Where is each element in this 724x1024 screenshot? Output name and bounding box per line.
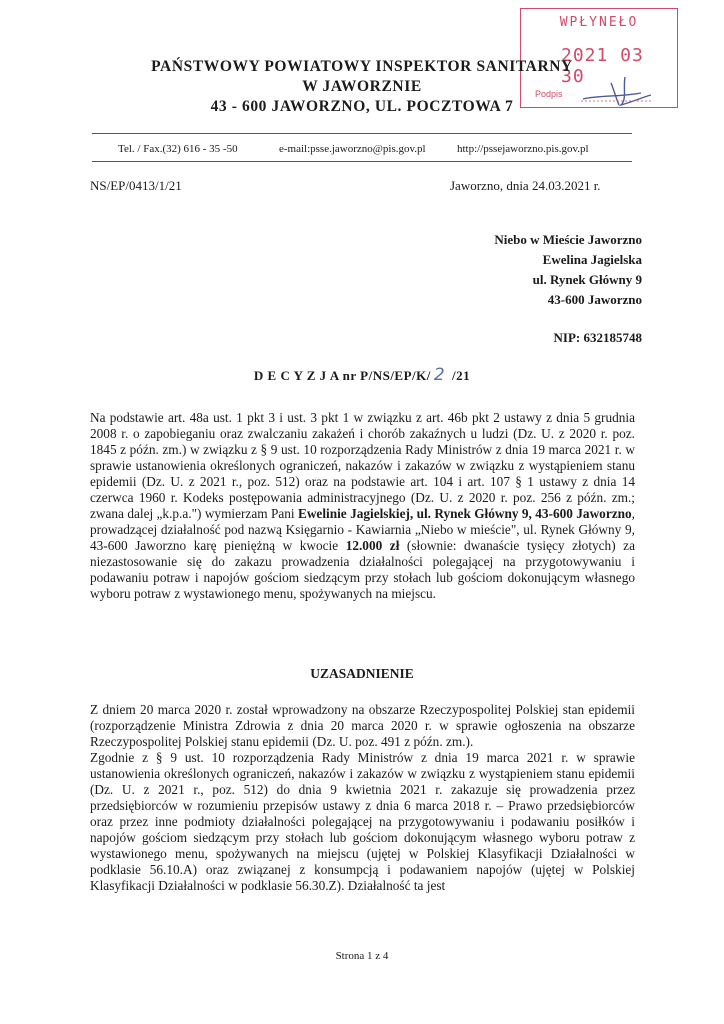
stamp-date: 2021 03 30 <box>561 45 644 87</box>
stamp-signature-label: Podpis <box>535 89 563 99</box>
paragraph-bold-amount: 12.000 zł <box>345 538 400 553</box>
decision-suffix: /21 <box>448 368 471 383</box>
page-number: Strona 1 z 4 <box>335 950 389 962</box>
place-date: Jaworzno, dnia 24.03.2021 r. <box>450 178 601 193</box>
recipient-line1: Niebo w Mieście Jaworzno <box>494 232 642 247</box>
decision-title <box>0 365 724 385</box>
decision-handwritten-number: 2 <box>433 365 446 385</box>
paragraph-text-2: , prowadzącej działalność pod nazwą Księgarnio - Kawiarnia „Niebo w mieście", ul. Rynek Główny 9, 43-600 Jaworzno karę pieniężną w kwocie <box>90 506 635 553</box>
justification-title: UZASADNIENIE <box>310 666 414 681</box>
recipient-line2: Ewelina Jagielska <box>542 252 642 267</box>
recipient-block <box>494 230 642 348</box>
contact-email: e-mail:psse.jaworzno@pis.gov.pl <box>279 143 426 155</box>
paragraph-text-3: (słownie: dwanaście tysięcy złotych) za niezastosowanie się do zakazu prowadzenia działalności polegającej na przygotowywaniu i podawaniu potraw i napojów gościom siedzącym przy stołach lub gościom dokonującym własnego wyboru potraw z wystawionego menu, spożywanych na miejscu. <box>90 538 635 601</box>
header-divider-bottom <box>92 161 632 162</box>
paragraph-text-1: Na podstawie art. 48a ust. 1 pkt 3 i ust. 3 pkt 1 w związku z art. 46b pkt 2 ustawy z dnia 5 grudnia 2008 r. o zapobieganiu oraz zwalczaniu zakażeń i chorób zakaźnych u ludzi (Dz. U. z 2020 r. poz. 1845 z późn. zm.) w związku z § 9 ust. 10 rozporządzenia Rady Ministrów z dnia 19 marca 2021 r. w sprawie ustanowienia określonych ograniczeń, nakazów i zakazów w związku z wystąpieniem stanu epidemii (Dz. U. z 2021 r., poz. 512) oraz na podstawie art. 104 i art. 107 § 1 ustawy z dnia 14 czerwca 1960 r. Kodeks postępowania administracyjnego (Dz. U. z 2020 r. poz. 256 z późn. zm.; zwana dalej „k.p.a.") wymierzam Pani <box>90 410 635 521</box>
justification-paragraph-1: Z dniem 20 marca 2020 r. został wprowadzony na obszarze Rzeczypospolitej Polskiej stan epidemii (rozporządzenie Ministra Zdrowia z dnia 20 marca 2020 r. w sprawie ogłoszenia na obszarze Rzeczypospolitej Polskiej stanu epidemii (Dz. U. poz. 491 z późn. zm.). <box>90 702 635 749</box>
paragraph-bold-recipient: Ewelinie Jagielskiej, ul. Rynek Główny 9, 43-600 Jaworzno <box>297 506 632 521</box>
issuer-city: W JAWORZNIE <box>302 78 422 95</box>
contact-phone: Tel. / Fax.(32) 616 - 35 -50 <box>118 143 238 155</box>
recipient-line3: ul. Rynek Główny 9 <box>532 272 642 287</box>
recipient-nip: NIP: 632185748 <box>553 330 642 345</box>
header-divider-top <box>92 133 632 134</box>
issuer-name: PAŃSTWOWY POWIATOWY INSPEKTOR SANITARNY <box>151 58 573 75</box>
issuer-address: 43 - 600 JAWORZNO, UL. POCZTOWA 7 <box>210 98 514 115</box>
decision-paragraph <box>90 410 635 602</box>
recipient-line4: 43-600 Jaworzno <box>547 292 642 307</box>
stamp-title: WPŁYNEŁO <box>559 15 639 30</box>
decision-prefix: D E C Y Z J A nr P/NS/EP/K/ <box>253 368 431 383</box>
contact-web: http://pssejaworzno.pis.gov.pl <box>457 143 589 155</box>
case-reference: NS/EP/0413/1/21 <box>90 178 182 193</box>
justification-paragraph-2: Zgodnie z § 9 ust. 10 rozporządzenia Rady Ministrów z dnia 19 marca 2021 r. w sprawie ustanowienia określonych ograniczeń, nakazów i zakazów w związku z wystąpieniem stanu epidemii (Dz. U. z 2021 r., poz. 512) do dnia 9 kwietnia 2021 r. zakazuje się prowadzenia przez przedsiębiorców w rozumieniu przepisów ustawy z dnia 6 marca 2018 r. – Prawo przedsiębiorców oraz przez inne podmioty działalności polegającej na przygotowywaniu i podawaniu posiłków i napojów gościom siedzącym przy stołach lub gościom dokonującym własnego wyboru potraw z wystawionego menu, spożywanych na miejscu (ujętej w Polskiej Klasyfikacji Działalności w podklasie 56.10.A) oraz związanej z konsumpcją i podawaniem napojów (ujętej w Polskiej Klasyfikacji Działalności w podklasie 56.30.Z). Działalność ta jest <box>90 750 635 893</box>
